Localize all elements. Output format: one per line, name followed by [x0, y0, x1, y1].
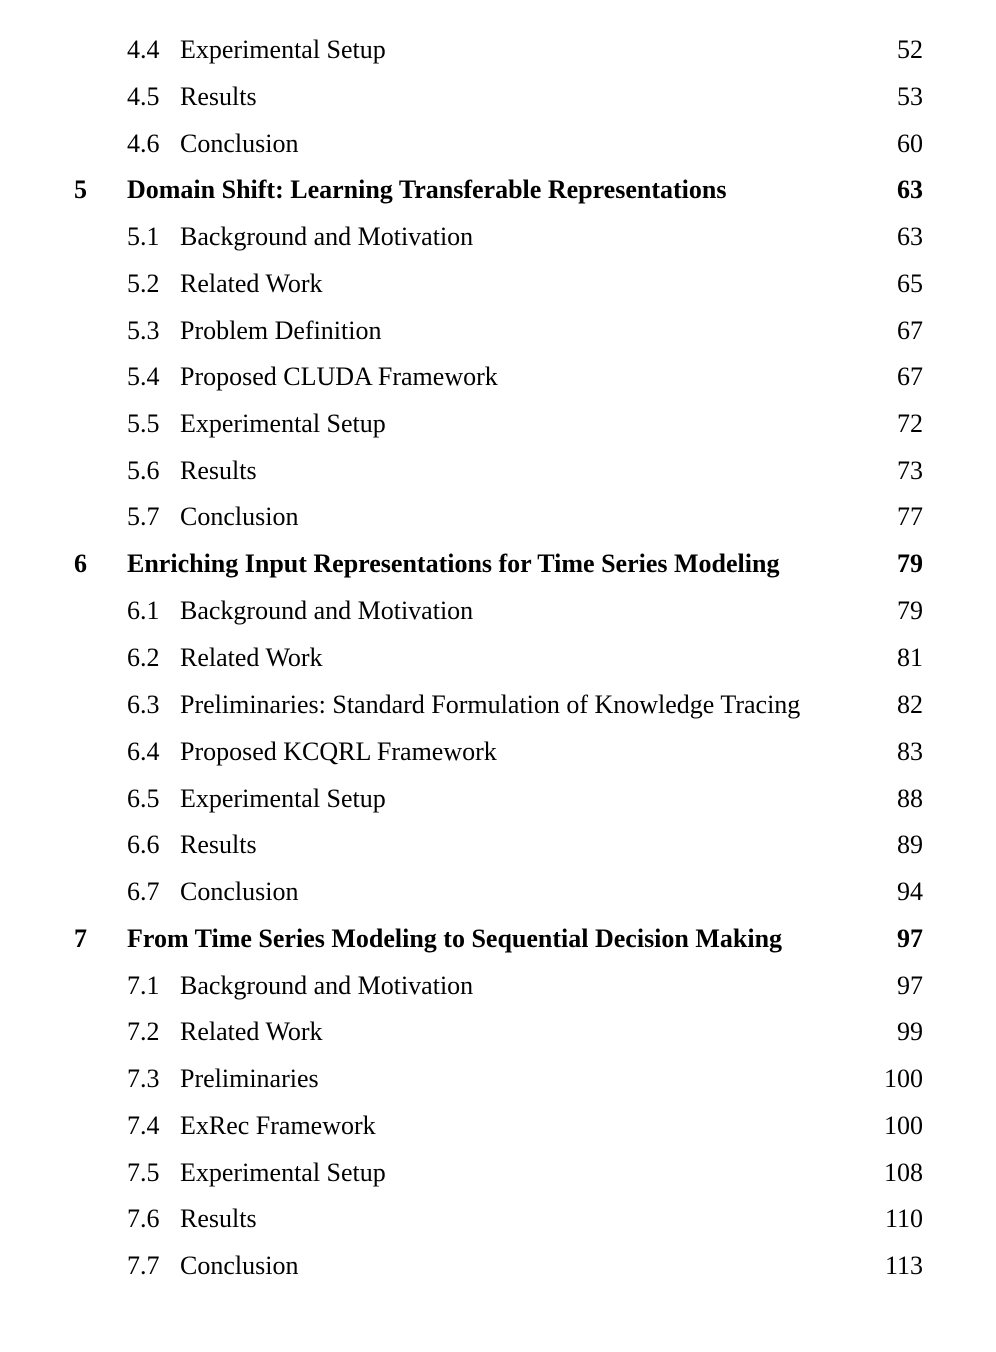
toc-entry-section[interactable] [0, 264, 996, 304]
toc-entry-number: 4.5 [127, 82, 160, 111]
toc-entry-section[interactable] [0, 1106, 996, 1146]
toc-entry-section[interactable] [0, 779, 996, 819]
toc-entry-number: 6.7 [127, 877, 160, 906]
toc-entry-page: 67 [897, 316, 923, 345]
toc-entry-title: Domain Shift: Learning Transferable Representations [127, 175, 727, 204]
toc-entry-title: Experimental Setup [180, 35, 386, 64]
toc-entry-page: 99 [897, 1017, 923, 1046]
toc-entry-page: 100 [884, 1111, 923, 1140]
toc-entry-title: Related Work [180, 1017, 323, 1046]
toc-entry-number: 6.6 [127, 830, 160, 859]
toc-entry-section[interactable] [0, 451, 996, 491]
toc-entry-number: 6.2 [127, 643, 160, 672]
toc-entry-number: 5.5 [127, 409, 160, 438]
toc-entry-section[interactable] [0, 966, 996, 1006]
toc-entry-section[interactable] [0, 217, 996, 257]
toc-entry-title: Background and Motivation [180, 971, 474, 1000]
toc-entry-section[interactable] [0, 591, 996, 631]
toc-entry-title: ExRec Framework [180, 1111, 376, 1140]
toc-entry-page: 82 [897, 690, 923, 719]
toc-entry-page: 89 [897, 830, 923, 859]
toc-entry-title: Enriching Input Representations for Time Series Modeling [127, 549, 780, 578]
toc-entry-page: 65 [897, 269, 923, 298]
toc-entry-page: 77 [897, 502, 923, 531]
toc-entry-section[interactable] [0, 30, 996, 70]
toc-entry-title: Results [180, 830, 257, 859]
toc-entry-title: Conclusion [180, 1251, 299, 1280]
toc-entry-chapter[interactable] [0, 170, 996, 210]
toc-entry-section[interactable] [0, 685, 996, 725]
toc-entry-section[interactable] [0, 732, 996, 772]
toc-entry-section[interactable] [0, 497, 996, 537]
toc-entry-title: Background and Motivation [180, 596, 474, 625]
toc-entry-page: 97 [897, 924, 923, 953]
toc-entry-title: Related Work [180, 269, 323, 298]
toc-entry-title: Results [180, 456, 257, 485]
toc-entry-title: From Time Series Modeling to Sequential Decision Making [127, 924, 783, 953]
toc-entry-title: Proposed CLUDA Framework [180, 362, 498, 391]
toc-entry-page: 83 [897, 737, 923, 766]
toc-entry-section[interactable] [0, 1153, 996, 1193]
toc-entry-title: Conclusion [180, 129, 299, 158]
toc-entry-number: 5.2 [127, 269, 160, 298]
toc-entry-section[interactable] [0, 638, 996, 678]
toc-entry-number: 7.3 [127, 1064, 160, 1093]
toc-entry-title: Background and Motivation [180, 222, 474, 251]
toc-entry-chapter[interactable] [0, 919, 996, 959]
toc-entry-page: 79 [897, 596, 923, 625]
toc-entry-number: 4.4 [127, 35, 160, 64]
toc-entry-page: 52 [897, 35, 923, 64]
toc-entry-title: Preliminaries: Standard Formulation of Knowledge Tracing [180, 690, 801, 719]
toc-entry-section[interactable] [0, 1199, 996, 1239]
toc-entry-title: Results [180, 82, 257, 111]
toc-entry-section[interactable] [0, 357, 996, 397]
toc-entry-section[interactable] [0, 311, 996, 351]
toc-entry-page: 81 [897, 643, 923, 672]
toc-entry-number: 7.4 [127, 1111, 160, 1140]
toc-entry-number: 7 [74, 924, 87, 953]
toc-entry-number: 5.1 [127, 222, 160, 251]
toc-entry-number: 6.5 [127, 784, 160, 813]
toc-entry-page: 60 [897, 129, 923, 158]
toc-entry-section[interactable] [0, 1059, 996, 1099]
toc-entry-page: 110 [884, 1204, 923, 1233]
toc-entry-page: 63 [897, 175, 923, 204]
toc-entry-title: Problem Definition [180, 316, 382, 345]
toc-entry-section[interactable] [0, 404, 996, 444]
toc-entry-page: 53 [897, 82, 923, 111]
toc-entry-title: Proposed KCQRL Framework [180, 737, 497, 766]
toc-entry-title: Preliminaries [180, 1064, 319, 1093]
toc-entry-title: Experimental Setup [180, 409, 386, 438]
toc-entry-title: Conclusion [180, 877, 299, 906]
toc-entry-number: 7.2 [127, 1017, 160, 1046]
toc-entry-page: 67 [897, 362, 923, 391]
toc-entry-section[interactable] [0, 124, 996, 164]
toc-entry-title: Experimental Setup [180, 1158, 386, 1187]
toc-entry-number: 4.6 [127, 129, 160, 158]
toc-entry-number: 6.1 [127, 596, 160, 625]
toc-entry-title: Related Work [180, 643, 323, 672]
toc-entry-number: 7.1 [127, 971, 160, 1000]
toc-entry-number: 7.5 [127, 1158, 160, 1187]
toc-entry-number: 5.3 [127, 316, 160, 345]
toc-entry-number: 7.7 [127, 1251, 160, 1280]
toc-entry-title: Conclusion [180, 502, 299, 531]
toc-entry-number: 6.4 [127, 737, 160, 766]
toc-entry-number: 6 [74, 549, 87, 578]
toc-entry-page: 113 [884, 1251, 923, 1280]
toc-entry-page: 88 [897, 784, 923, 813]
toc-entry-title: Experimental Setup [180, 784, 386, 813]
toc-entry-section[interactable] [0, 872, 996, 912]
toc-entry-page: 72 [897, 409, 923, 438]
toc-entry-section[interactable] [0, 77, 996, 117]
toc-entry-number: 5 [74, 175, 87, 204]
toc-entry-page: 73 [897, 456, 923, 485]
toc-entry-page: 97 [897, 971, 923, 1000]
toc-entry-number: 5.4 [127, 362, 160, 391]
toc-entry-page: 79 [897, 549, 923, 578]
toc-entry-page: 108 [884, 1158, 923, 1187]
toc-entry-number: 5.7 [127, 502, 160, 531]
toc-entry-number: 6.3 [127, 690, 160, 719]
toc-entry-section[interactable] [0, 1012, 996, 1052]
toc-entry-number: 7.6 [127, 1204, 160, 1233]
toc-entry-number: 5.6 [127, 456, 160, 485]
toc-entry-page: 100 [884, 1064, 923, 1093]
toc-entry-chapter[interactable] [0, 544, 996, 584]
toc-entry-page: 63 [897, 222, 923, 251]
toc-entry-section[interactable] [0, 1246, 996, 1286]
toc-entry-section[interactable] [0, 825, 996, 865]
toc-entry-title: Results [180, 1204, 257, 1233]
toc-entry-page: 94 [897, 877, 923, 906]
